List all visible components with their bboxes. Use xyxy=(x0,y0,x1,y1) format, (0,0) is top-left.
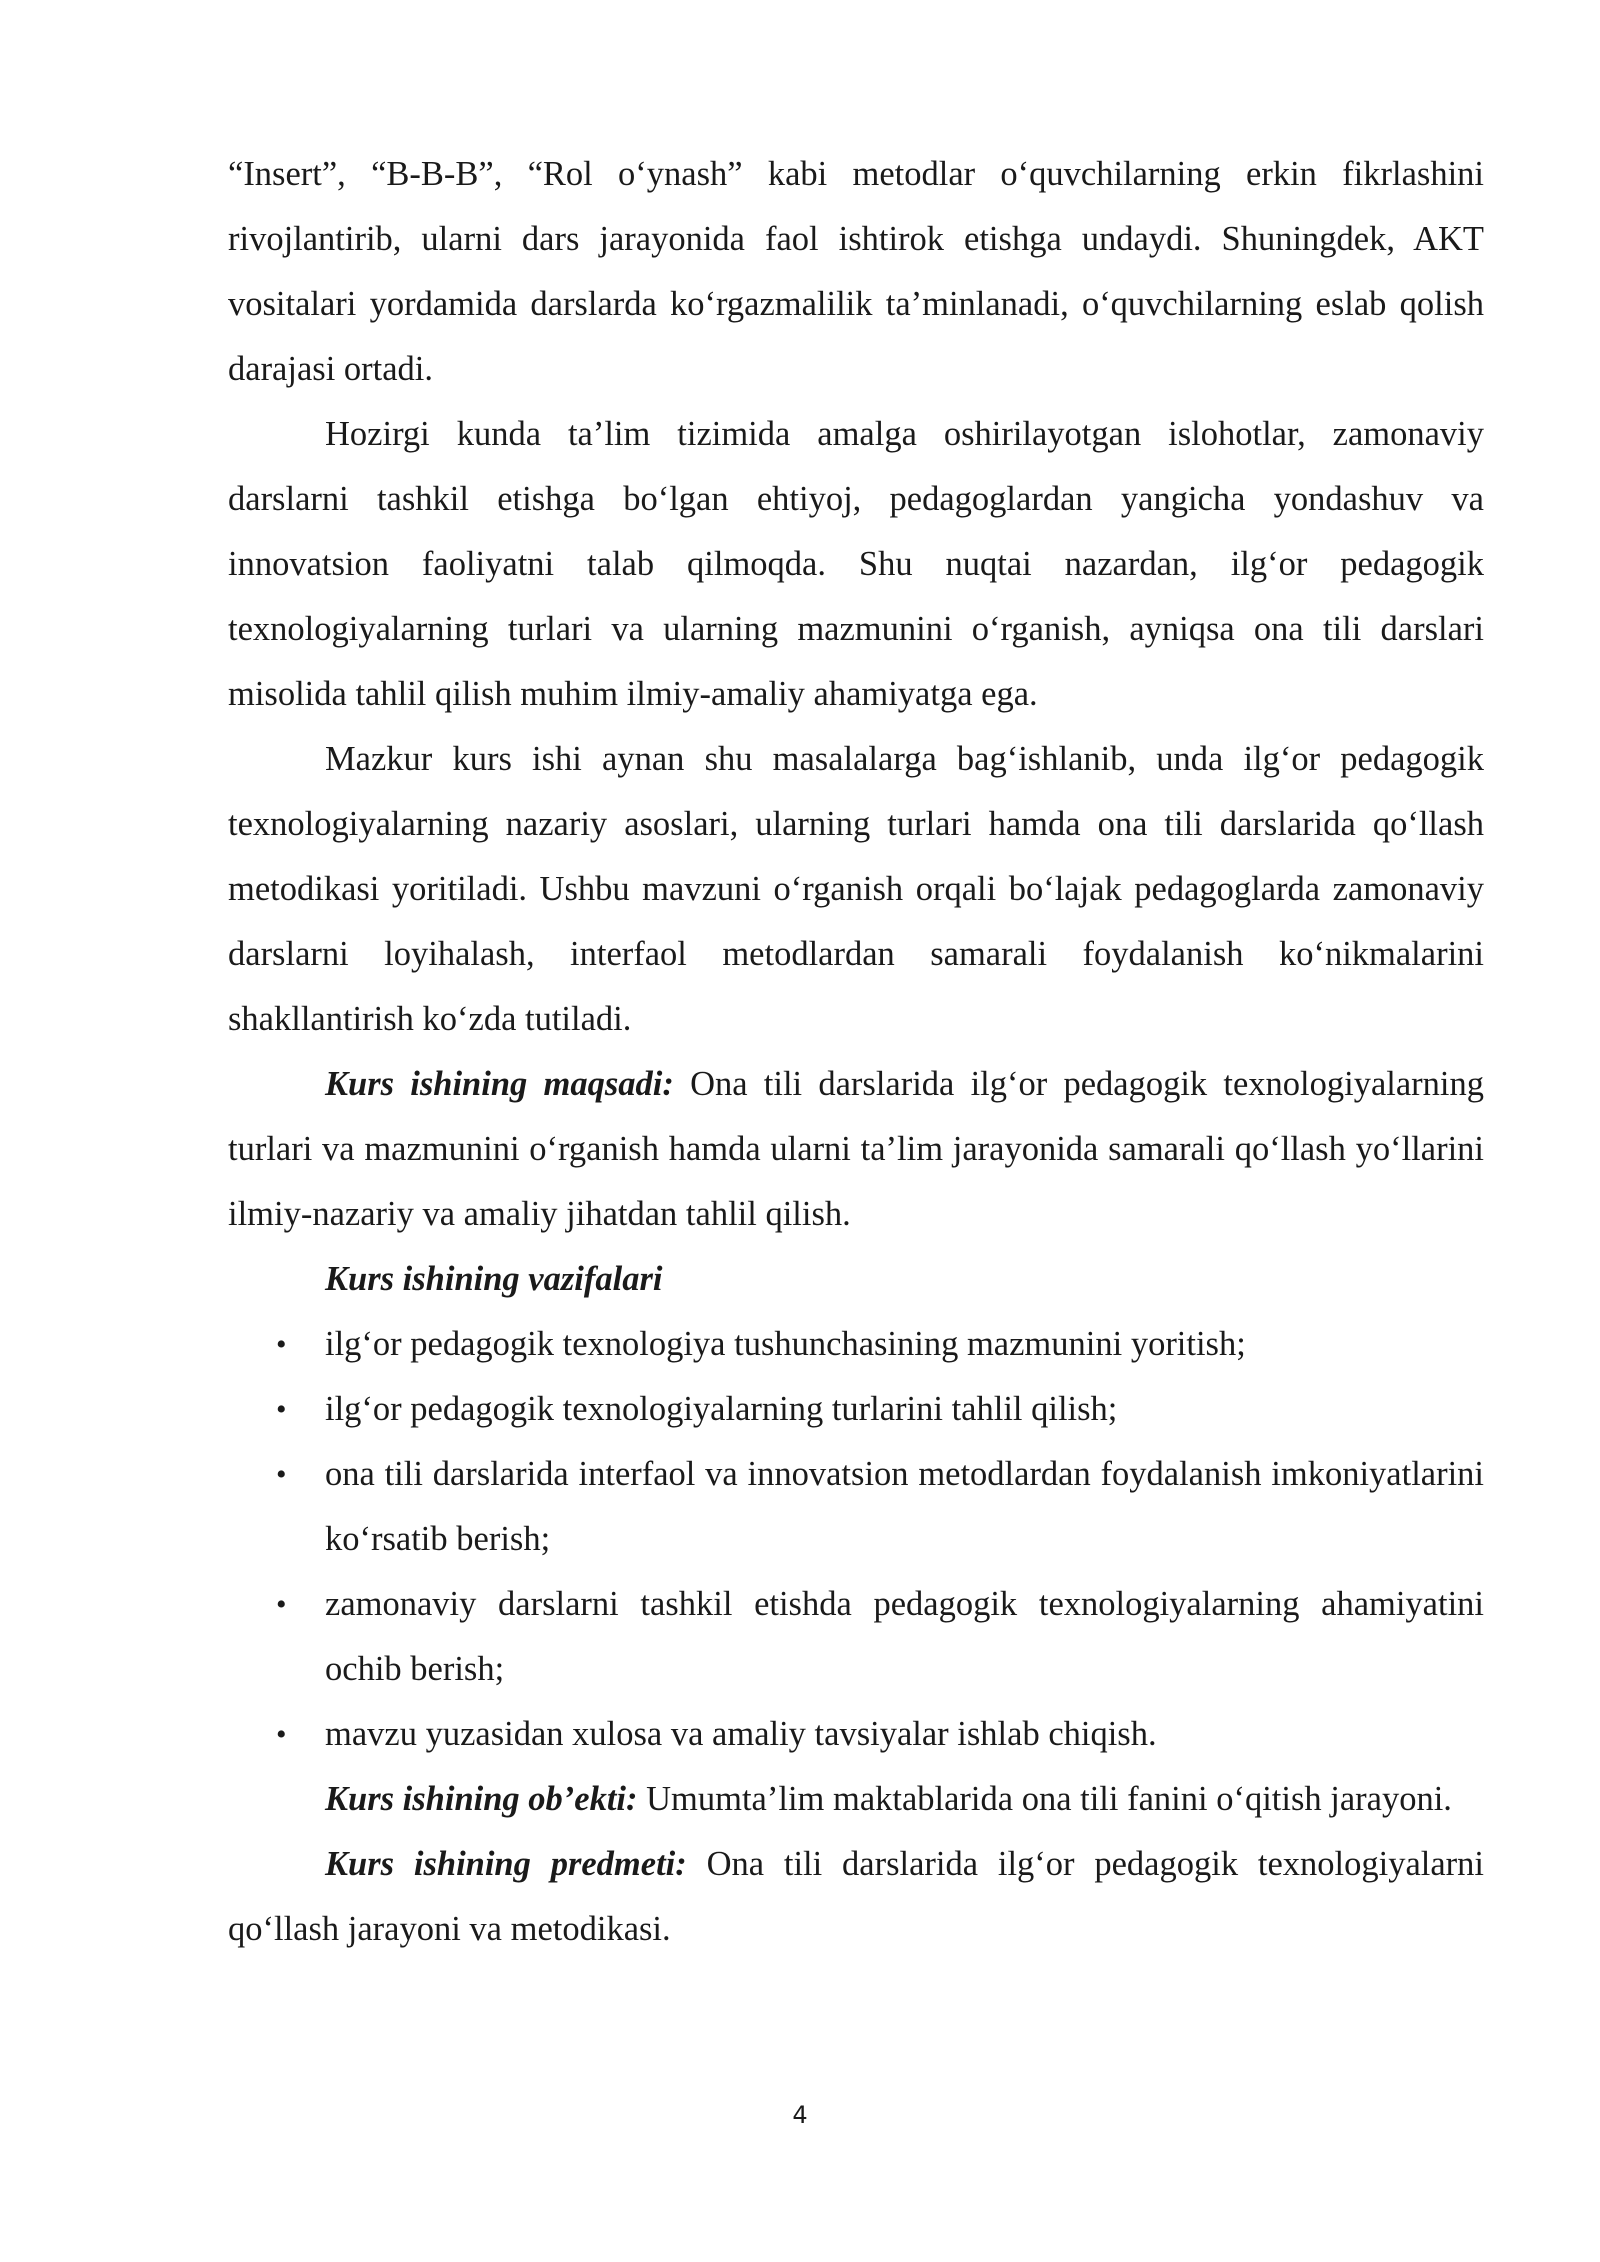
subject-label: Kurs ishining predmeti: xyxy=(325,1845,687,1883)
paragraph-reforms: Hozirgi kunda ta’lim tizimida amalga oshirilayotgan islohotlar, zamonaviy darslarni tashkil etishga bo‘lgan ehtiyoj, pedagoglardan yangicha yondashuv va innovatsion faoliyatni talab qilmoqda. Shu nuqtai nazardan, ilg‘or pedagogik texnologiyalarning turlari va ularning mazmunini o‘rganish, ayniqsa ona tili darslari misolida tahlil qilish muhim ilmiy-amaliy ahamiyatga ega. xyxy=(228,415,1484,713)
object-label: Kurs ishining ob’ekti: xyxy=(325,1780,638,1818)
object-text: Umumta’lim maktablarida ona tili fanini o‘qitish jarayoni. xyxy=(637,1780,1452,1818)
list-item: • ona tili darslarida interfaol va innovatsion metodlardan foydalanish imkoniyatlarini ko‘rsatib berish; xyxy=(228,1442,1484,1572)
paragraph-subject xyxy=(228,1832,1484,1962)
goal-text: Ona tili darslarida ilg‘or pedagogik texnologiyalarning turlari va mazmunini o‘rganish hamda ularni ta’lim jarayonida samarali qo‘llash yo‘llarini ilmiy-nazariy va amaliy jihatdan tahlil qilish. xyxy=(228,1065,1484,1233)
list-item: • ilg‘or pedagogik texnologiya tushunchasining mazmunini yoritish; xyxy=(228,1312,1484,1377)
list-item: • mavzu yuzasidan xulosa va amaliy tavsiyalar ishlab chiqish. xyxy=(228,1702,1484,1767)
bullet-icon: • xyxy=(276,1328,287,1361)
bullet-icon: • xyxy=(276,1718,287,1751)
goal-label: Kurs ishining maqsadi: xyxy=(325,1065,674,1103)
tasks-heading: Kurs ishining vazifalari xyxy=(325,1260,663,1298)
subject-text: Ona tili darslarida ilg‘or pedagogik texnologiyalarni qo‘llash jarayoni va metodikasi. xyxy=(228,1845,1484,1948)
bullet-icon: • xyxy=(276,1393,287,1426)
paragraph-course-intro: Mazkur kurs ishi aynan shu masalalarga bag‘ishlanib, unda ilg‘or pedagogik texnologiyalarning nazariy asoslari, ularning turlari hamda ona tili darslarida qo‘llash metodikasi yoritiladi. Ushbu mavzuni o‘rganish orqali bo‘lajak pedagoglarda zamonaviy darslarni loyihalash, interfaol metodlardan samarali foydalanish ko‘nikmalarini shakllantirish ko‘zda tutiladi. xyxy=(228,740,1484,1038)
page-number: 4 xyxy=(792,2101,808,2129)
tasks-list xyxy=(228,1312,1484,1767)
page-body xyxy=(228,142,1484,1962)
paragraph-goal xyxy=(228,1052,1484,1247)
list-item: • zamonaviy darslarni tashkil etishda pedagogik texnologiyalarning ahamiyatini ochib berish; xyxy=(228,1572,1484,1702)
bullet-icon: • xyxy=(276,1588,287,1621)
paragraph-object xyxy=(228,1767,1484,1832)
list-item: • ilg‘or pedagogik texnologiyalarning turlarini tahlil qilish; xyxy=(228,1377,1484,1442)
bullet-icon: • xyxy=(276,1458,287,1491)
paragraph-methods: “Insert”, “B-B-B”, “Rol o‘ynash” kabi metodlar o‘quvchilarning erkin fikrlashini rivojlantirib, ularni dars jarayonida faol ishtirok etishga undaydi. Shuningdek, AKT vositalari yordamida darslarda ko‘rgazmalilik ta’minlanadi, o‘quvchilarning eslab qolish darajasi ortadi. xyxy=(228,155,1484,388)
